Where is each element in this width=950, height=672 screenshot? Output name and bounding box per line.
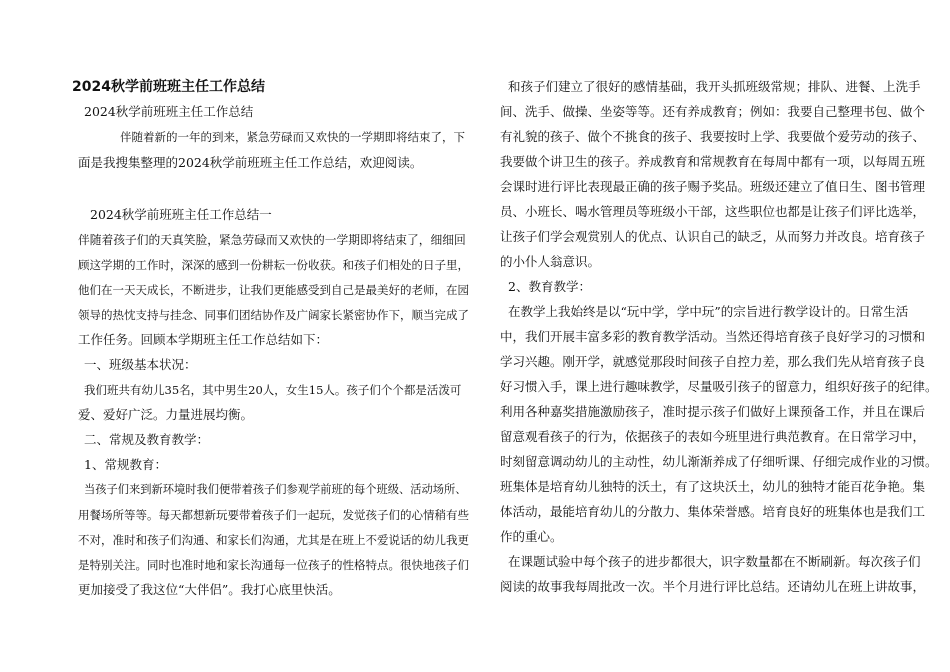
paragraph-line: 工作任务。回顾本学期班主任工作总结如下： bbox=[78, 332, 329, 347]
paragraph-line: 好习惯入手，课上进行趣味教学，尽量吸引孩子的留意力，组织好孩子的纪律。 bbox=[500, 379, 938, 394]
paragraph-line: 中，我们开展丰富多彩的教育教学活动。当然还得培育孩子良好学习的习惯和 bbox=[500, 329, 926, 344]
paragraph-line: 让孩子们学会观赏别人的优点、认识自己的缺乏，从而努力并改良。培育孩子 bbox=[500, 229, 926, 244]
paragraph-line: 班集体是培育幼儿独特的沃土，有了这块沃土，幼儿的独特才能百花争艳。集 bbox=[500, 479, 926, 494]
paragraph-line: 不对，准时和孩子们沟通、和家长们沟通，尤其是在班上不爱说话的幼儿我更 bbox=[78, 533, 469, 547]
paragraph-line: 他们在一天天成长，不断进步，让我们更能感受到自己是最美好的老师，在园 bbox=[78, 283, 469, 297]
paragraph-line: 爱、爱好广泛。力量进展均衡。 bbox=[78, 407, 254, 422]
paragraph-line: 领导的热忱支持与挂念、同事们团结协作及广阔家长紧密协作下，顺当完成了 bbox=[78, 308, 469, 322]
paragraph-line: 时刻留意调动幼儿的主动性，幼儿渐渐养成了仔细听课、仔细完成作业的习惯。 bbox=[500, 454, 938, 469]
paragraph-line: 面是我搜集整理的2024秋学前班班主任工作总结，欢迎阅读。 bbox=[78, 155, 423, 170]
paragraph-line: 伴随着新的一年的到来，紧急劳碌而又欢快的一学期即将结束了，下 bbox=[120, 130, 465, 144]
paragraph-line: 是特别关注。同时也准时地和家长沟通每一位孩子的性格特点。很快地孩子们 bbox=[78, 558, 469, 572]
paragraph-line: 体活动，最能培育幼儿的分散力、集体荣誉感。培育良好的班集体也是我们工 bbox=[500, 504, 926, 519]
paragraph-line: 会课时进行评比表现最正确的孩子赐予奖品。班级还建立了值日生、图书管理 bbox=[500, 179, 926, 194]
paragraph-line: 有礼貌的孩子、做个不挑食的孩子、我要按时上学、我要做个爱劳动的孩子、 bbox=[500, 129, 926, 144]
paragraph-line: 我要做个讲卫生的孩子。养成教育和常规教育在每周中都有一项，以每周五班 bbox=[500, 154, 926, 169]
paragraph-line: 和孩子们建立了很好的感情基础，我开头抓班级常规；排队、进餐、上洗手 bbox=[508, 79, 921, 94]
subtitle: 2024秋学前班班主任工作总结 bbox=[84, 104, 254, 119]
paragraph-line: 顾这学期的工作时，深深的感到一份耕耘一份收获。和孩子们相处的日子里， bbox=[78, 258, 469, 272]
section-heading: 2024秋学前班班主任工作总结一 bbox=[90, 207, 272, 222]
section-heading: 二、常规及教育教学： bbox=[84, 432, 210, 447]
paragraph-line: 伴随着孩子们的天真笑脸，紧急劳碌而又欢快的一学期即将结束了，细细回 bbox=[78, 233, 466, 247]
paragraph-line: 用餐场所等等。每天都想新玩要带着孩子们一起玩，发觉孩子们的心情稍有些 bbox=[78, 508, 469, 522]
document-title: 2024秋学前班班主任工作总结 bbox=[72, 79, 265, 95]
paragraph-line: 学习兴趣。刚开学，就感觉那段时间孩子自控力差，那么我们先从培育孩子良 bbox=[500, 354, 926, 369]
paragraph-line: 利用各种嘉奖措施激励孩子，准时提示孩子们做好上课预备工作，并且在课后 bbox=[500, 404, 926, 419]
section-heading: 一、班级基本状况： bbox=[84, 357, 197, 372]
paragraph-line: 在教学上我始终是以“玩中学，学中玩”的宗旨进行教学设计的。日常生活 bbox=[508, 304, 909, 319]
paragraph-line: 的小仆人翁意识。 bbox=[500, 254, 601, 269]
paragraph-line: 留意观看孩子的行为，依据孩子的表如今班里进行典范教育。在日常学习中， bbox=[500, 429, 926, 444]
section-heading: 1、常规教育： bbox=[84, 457, 167, 472]
paragraph-line: 我们班共有幼儿35名，其中男生20人，女生15人。孩子们个个都是活泼可 bbox=[84, 383, 462, 397]
paragraph-line: 阅读的故事我每周批改一次。半个月进行评比总结。还请幼儿在班上讲故事， bbox=[500, 579, 926, 594]
paragraph-line: 当孩子们来到新环境时我们便带着孩子们参观学前班的每个班级、活动场所、 bbox=[84, 483, 467, 496]
paragraph-line: 员、小班长、喝水管理员等班级小干部，这些职位也都是让孩子们评比选举， bbox=[500, 204, 926, 219]
paragraph-line: 在课题试验中每个孩子的进步都很大，识字数量都在不断刷新。每次孩子们 bbox=[508, 554, 921, 569]
paragraph-line: 更加接受了我这位“大伴侣”。我打心底里快活。 bbox=[78, 582, 341, 597]
section-heading: 2、教育教学： bbox=[508, 279, 591, 294]
paragraph-line: 间、洗手、做操、坐姿等等。还有养成教育；例如：我要自己整理书包、做个 bbox=[500, 104, 926, 119]
paragraph-line: 作的重心。 bbox=[500, 529, 563, 544]
